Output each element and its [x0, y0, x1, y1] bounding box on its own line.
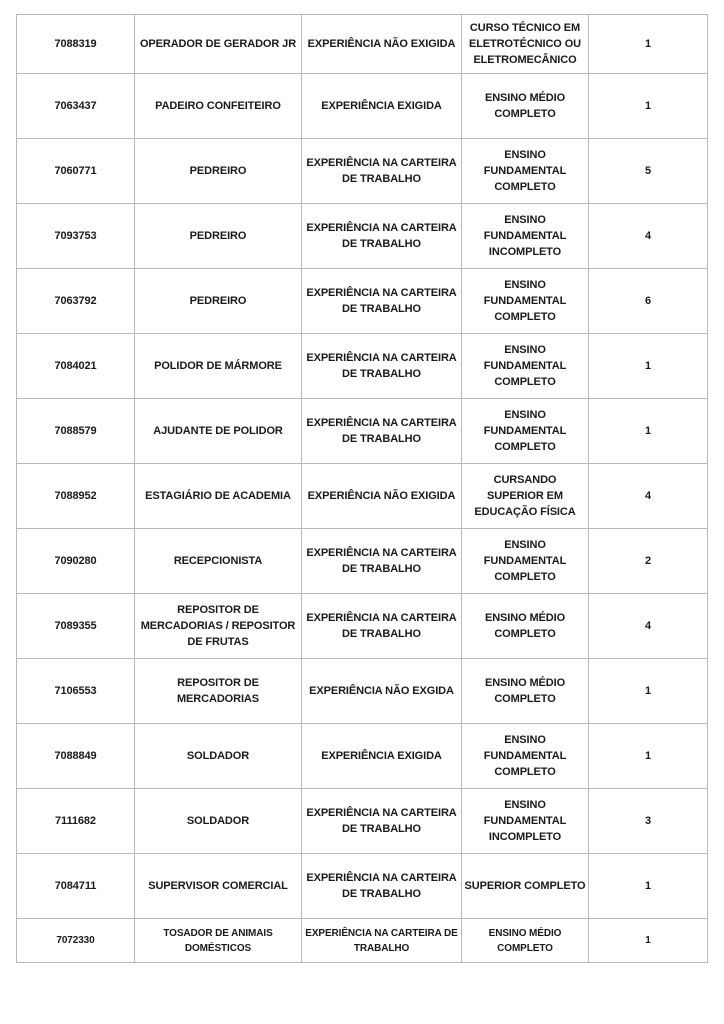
job-code-cell: 7084711 [17, 854, 135, 919]
education-requirement-cell: ENSINO FUNDAMENTAL INCOMPLETO [462, 789, 589, 854]
table-row [17, 399, 708, 464]
job-title-cell: SOLDADOR [135, 789, 302, 854]
education-requirement-cell: ENSINO MÉDIO COMPLETO [462, 659, 589, 724]
job-title-cell: PEDREIRO [135, 269, 302, 334]
table-row [17, 139, 708, 204]
experience-requirement-cell: EXPERIÊNCIA EXIGIDA [302, 724, 462, 789]
job-title-cell: TOSADOR DE ANIMAIS DOMÉSTICOS [135, 919, 302, 963]
vacancies-count-cell: 1 [589, 15, 708, 74]
education-requirement-cell: ENSINO FUNDAMENTAL INCOMPLETO [462, 204, 589, 269]
education-requirement-cell: ENSINO MÉDIO COMPLETO [462, 594, 589, 659]
vacancies-count-cell: 3 [589, 789, 708, 854]
job-code-cell: 7063437 [17, 74, 135, 139]
job-code-cell: 7111682 [17, 789, 135, 854]
education-requirement-cell: ENSINO FUNDAMENTAL COMPLETO [462, 334, 589, 399]
education-requirement-cell: ENSINO FUNDAMENTAL COMPLETO [462, 399, 589, 464]
vacancies-count-cell: 1 [589, 399, 708, 464]
job-title-cell: SOLDADOR [135, 724, 302, 789]
experience-requirement-cell: EXPERIÊNCIA NÃO EXIGIDA [302, 464, 462, 529]
experience-requirement-cell: EXPERIÊNCIA NA CARTEIRA DE TRABALHO [302, 399, 462, 464]
vacancies-count-cell: 1 [589, 659, 708, 724]
experience-requirement-cell: EXPERIÊNCIA NÃO EXGIDA [302, 659, 462, 724]
experience-requirement-cell: EXPERIÊNCIA NA CARTEIRA DE TRABALHO [302, 204, 462, 269]
job-title-cell: PEDREIRO [135, 204, 302, 269]
table-row [17, 594, 708, 659]
education-requirement-cell: CURSANDO SUPERIOR EM EDUCAÇÃO FÍSICA [462, 464, 589, 529]
experience-requirement-cell: EXPERIÊNCIA NA CARTEIRA DE TRABALHO [302, 529, 462, 594]
job-code-cell: 7072330 [17, 919, 135, 963]
table-row [17, 854, 708, 919]
vacancies-count-cell: 1 [589, 854, 708, 919]
job-title-cell: ESTAGIÁRIO DE ACADEMIA [135, 464, 302, 529]
experience-requirement-cell: EXPERIÊNCIA EXIGIDA [302, 74, 462, 139]
job-title-cell: REPOSITOR DE MERCADORIAS [135, 659, 302, 724]
job-title-cell: PEDREIRO [135, 139, 302, 204]
vacancies-count-cell: 4 [589, 594, 708, 659]
vacancies-count-cell: 4 [589, 204, 708, 269]
experience-requirement-cell: EXPERIÊNCIA NA CARTEIRA DE TRABALHO [302, 919, 462, 963]
job-code-cell: 7090280 [17, 529, 135, 594]
experience-requirement-cell: EXPERIÊNCIA NA CARTEIRA DE TRABALHO [302, 269, 462, 334]
experience-requirement-cell: EXPERIÊNCIA NA CARTEIRA DE TRABALHO [302, 854, 462, 919]
education-requirement-cell: ENSINO FUNDAMENTAL COMPLETO [462, 529, 589, 594]
education-requirement-cell: ENSINO MÉDIO COMPLETO [462, 74, 589, 139]
vacancies-count-cell: 2 [589, 529, 708, 594]
table-row [17, 269, 708, 334]
vacancies-count-cell: 1 [589, 919, 708, 963]
job-title-cell: REPOSITOR DE MERCADORIAS / REPOSITOR DE FRUTAS [135, 594, 302, 659]
table-row [17, 464, 708, 529]
job-title-cell: RECEPCIONISTA [135, 529, 302, 594]
vacancies-count-cell: 1 [589, 334, 708, 399]
vacancies-count-cell: 6 [589, 269, 708, 334]
job-code-cell: 7089355 [17, 594, 135, 659]
vacancies-count-cell: 1 [589, 74, 708, 139]
table-row [17, 789, 708, 854]
job-title-cell: POLIDOR DE MÁRMORE [135, 334, 302, 399]
experience-requirement-cell: EXPERIÊNCIA NA CARTEIRA DE TRABALHO [302, 139, 462, 204]
vacancies-count-cell: 4 [589, 464, 708, 529]
table-row [17, 334, 708, 399]
experience-requirement-cell: EXPERIÊNCIA NÃO EXIGIDA [302, 15, 462, 74]
table-row [17, 204, 708, 269]
job-code-cell: 7088952 [17, 464, 135, 529]
job-code-cell: 7060771 [17, 139, 135, 204]
education-requirement-cell: ENSINO FUNDAMENTAL COMPLETO [462, 269, 589, 334]
job-code-cell: 7093753 [17, 204, 135, 269]
table-row [17, 74, 708, 139]
table-row [17, 529, 708, 594]
education-requirement-cell: ENSINO MÉDIO COMPLETO [462, 919, 589, 963]
job-code-cell: 7106553 [17, 659, 135, 724]
job-code-cell: 7063792 [17, 269, 135, 334]
education-requirement-cell: ENSINO FUNDAMENTAL COMPLETO [462, 139, 589, 204]
table-row [17, 724, 708, 789]
job-title-cell: SUPERVISOR COMERCIAL [135, 854, 302, 919]
vacancies-count-cell: 1 [589, 724, 708, 789]
table-body [17, 15, 708, 963]
table-row [17, 15, 708, 74]
education-requirement-cell: SUPERIOR COMPLETO [462, 854, 589, 919]
experience-requirement-cell: EXPERIÊNCIA NA CARTEIRA DE TRABALHO [302, 594, 462, 659]
table-row [17, 659, 708, 724]
job-title-cell: OPERADOR DE GERADOR JR [135, 15, 302, 74]
job-code-cell: 7088319 [17, 15, 135, 74]
job-title-cell: PADEIRO CONFEITEIRO [135, 74, 302, 139]
experience-requirement-cell: EXPERIÊNCIA NA CARTEIRA DE TRABALHO [302, 334, 462, 399]
job-code-cell: 7088849 [17, 724, 135, 789]
job-code-cell: 7088579 [17, 399, 135, 464]
job-vacancies-table [16, 14, 708, 963]
vacancies-count-cell: 5 [589, 139, 708, 204]
job-title-cell: AJUDANTE DE POLIDOR [135, 399, 302, 464]
experience-requirement-cell: EXPERIÊNCIA NA CARTEIRA DE TRABALHO [302, 789, 462, 854]
job-code-cell: 7084021 [17, 334, 135, 399]
table-row [17, 919, 708, 963]
education-requirement-cell: ENSINO FUNDAMENTAL COMPLETO [462, 724, 589, 789]
education-requirement-cell: CURSO TÉCNICO EM ELETROTÉCNICO OU ELETROMECÂNICO [462, 15, 589, 74]
